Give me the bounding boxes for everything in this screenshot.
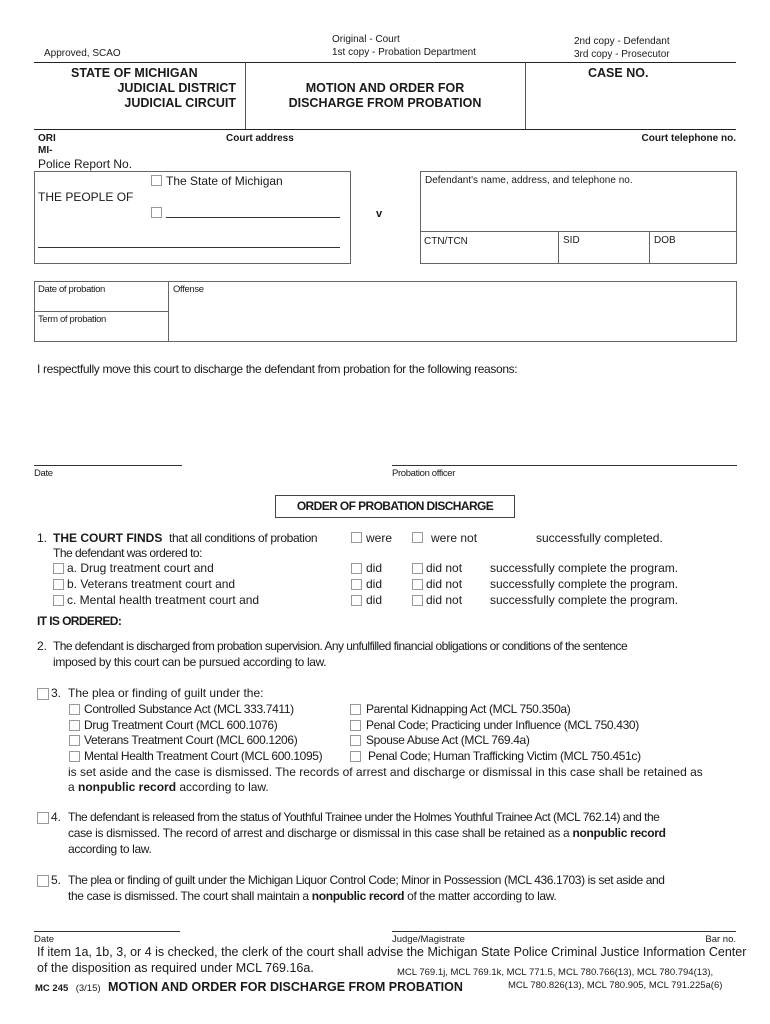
- item3-number: 3.: [51, 686, 62, 700]
- controlled-substance-checkbox[interactable]: [69, 704, 80, 715]
- ctn-label: CTN/TCN: [424, 236, 468, 247]
- item1b-did-checkbox[interactable]: [351, 579, 362, 590]
- approved-label: Approved, SCAO: [44, 48, 121, 59]
- drug-treatment-court-checkbox[interactable]: [69, 720, 80, 731]
- order-heading: ORDER OF PROBATION DISCHARGE: [296, 499, 494, 513]
- item4-line3: according to law.: [68, 842, 152, 856]
- item2-line2: imposed by this court can be pursued according to law.: [53, 655, 327, 669]
- sid-label: SID: [563, 235, 580, 246]
- form-title-line2: DISCHARGE FROM PROBATION: [288, 96, 482, 110]
- veterans-treatment-court-label: Veterans Treatment Court (MCL 600.1206): [84, 733, 298, 747]
- judge-signature-line: [392, 931, 736, 932]
- item3-line2-post: according to law.: [176, 780, 269, 794]
- defendant-divider: [420, 231, 737, 232]
- header-divider-right: [525, 62, 526, 129]
- other-jurisdiction-checkbox[interactable]: [151, 207, 162, 218]
- motion-date-line: [34, 465, 182, 466]
- item3-line1: is set aside and the case is dismissed. The records of arrest and discharge or dismissal in this case shall be retained as: [68, 765, 703, 779]
- it-is-ordered-label: IT IS ORDERED:: [37, 614, 122, 628]
- practicing-under-influence-label: Penal Code; Practicing under Influence (MCL 750.430): [366, 718, 639, 732]
- item4-line2-pre: case is dismissed. The record of arrest and discharge or dismissal in this case shall be retained as a: [68, 826, 573, 840]
- term-of-probation-label: Term of probation: [38, 314, 106, 325]
- offense-label: Offense: [173, 284, 204, 295]
- item5-number: 5.: [51, 873, 62, 887]
- item5-checkbox[interactable]: [37, 875, 49, 887]
- header-divider-left: [245, 62, 246, 129]
- plaintiff-extra-line: [38, 247, 340, 248]
- controlled-substance-label: Controlled Substance Act (MCL 333.7411): [84, 702, 294, 716]
- copy-first: 1st copy - Probation Department: [332, 47, 476, 58]
- item1a-did-not-label: did not: [426, 561, 463, 575]
- item1c-did-not-label: did not: [426, 593, 463, 607]
- item1a-result: successfully complete the program.: [490, 561, 679, 575]
- mental-health-court-checkbox[interactable]: [69, 751, 80, 762]
- clerk-notice-line1: If item 1a, 1b, 3, or 4 is checked, the clerk of the court shall advise the Michigan State Police Criminal Justice Information Center: [37, 945, 747, 959]
- human-trafficking-checkbox[interactable]: [350, 751, 361, 762]
- state-of-michigan-option: The State of Michigan: [166, 174, 283, 188]
- header-top-rule: [34, 62, 736, 63]
- item1c-label: c. Mental health treatment court and: [67, 593, 260, 607]
- probation-officer-line: [392, 465, 737, 466]
- item1a-did-checkbox[interactable]: [351, 563, 362, 574]
- item1a-checkbox[interactable]: [53, 563, 64, 574]
- probation-officer-label: Probation officer: [392, 468, 456, 479]
- state-of-michigan-checkbox[interactable]: [151, 175, 162, 186]
- parental-kidnapping-checkbox[interactable]: [350, 704, 361, 715]
- court-address-label: Court address: [226, 133, 294, 144]
- item5-nonpublic-record: nonpublic record: [311, 889, 405, 903]
- mcl-line2: MCL 780.826(13), MCL 780.905, MCL 791.225a(6): [508, 980, 723, 991]
- item4-nonpublic-record: nonpublic record: [572, 826, 666, 840]
- were-not-checkbox[interactable]: [412, 532, 423, 543]
- item2-number: 2.: [37, 639, 48, 653]
- order-date-line: [34, 931, 180, 932]
- item1c-did-label: did: [366, 593, 383, 607]
- item2-line1: The defendant is discharged from probation supervision. Any unfulfilled financial obligations or conditions of the sentence: [53, 639, 628, 653]
- copy-third: 3rd copy - Prosecutor: [574, 49, 670, 60]
- court-telephone-label: Court telephone no.: [641, 133, 736, 144]
- form-footer-id: [35, 978, 463, 996]
- item1b-did-not-label: did not: [426, 577, 463, 591]
- item1b-did-not-checkbox[interactable]: [412, 579, 423, 590]
- bar-no-label: Bar no.: [705, 934, 736, 945]
- case-no-input[interactable]: [540, 84, 730, 122]
- veterans-treatment-court-checkbox[interactable]: [69, 735, 80, 746]
- item1c-did-not-checkbox[interactable]: [412, 595, 423, 606]
- people-of-label: THE PEOPLE OF: [38, 190, 134, 204]
- item1b-did-label: did: [366, 577, 383, 591]
- other-jurisdiction-line: [166, 217, 340, 218]
- date-of-probation-label: Date of probation: [38, 284, 105, 295]
- item1a-did-label: did: [366, 561, 383, 575]
- item3-intro: The plea or finding of guilt under the:: [68, 686, 264, 700]
- spouse-abuse-label: Spouse Abuse Act (MCL 769.4a): [366, 733, 530, 747]
- item1b-checkbox[interactable]: [53, 579, 64, 590]
- item3-line2-pre: a: [68, 780, 79, 794]
- court-finds-label: THE COURT FINDS: [53, 531, 163, 545]
- dob-label: DOB: [654, 235, 676, 246]
- copy-original: Original - Court: [332, 34, 400, 45]
- item1c-result: successfully complete the program.: [490, 593, 679, 607]
- ori-label: ORI: [38, 133, 56, 144]
- completed-label: successfully completed.: [536, 531, 663, 545]
- spouse-abuse-checkbox[interactable]: [350, 735, 361, 746]
- probation-col-divider: [168, 281, 169, 342]
- judicial-circuit: JUDICIAL CIRCUIT: [124, 96, 236, 110]
- judicial-district: JUDICIAL DISTRICT: [117, 81, 236, 95]
- item4-line2: [68, 826, 666, 840]
- practicing-under-influence-checkbox[interactable]: [350, 720, 361, 731]
- header-bottom-rule: [34, 129, 736, 130]
- mcl-line1: MCL 769.1j, MCL 769.1k, MCL 771.5, MCL 780.766(13), MCL 780.794(13),: [397, 967, 714, 978]
- sid-divider: [558, 231, 559, 264]
- item1c-checkbox[interactable]: [53, 595, 64, 606]
- were-not-label: were not: [431, 531, 478, 545]
- form-title-line1: MOTION AND ORDER FOR: [305, 81, 465, 95]
- motion-reasons-area[interactable]: [37, 380, 737, 460]
- probation-row-divider: [34, 311, 168, 312]
- item3-checkbox[interactable]: [37, 688, 49, 700]
- item3-line2: [68, 780, 269, 794]
- police-report-label: Police Report No.: [38, 157, 133, 171]
- were-label: were: [366, 531, 393, 545]
- item4-checkbox[interactable]: [37, 812, 49, 824]
- mi-label: MI-: [38, 145, 53, 156]
- order-date-label: Date: [34, 934, 55, 945]
- item1-text: that all conditions of probation: [169, 531, 318, 545]
- were-checkbox[interactable]: [351, 532, 362, 543]
- nonpublic-record-label: nonpublic record: [78, 780, 177, 794]
- item5-line2-pre: the case is dismissed. The court shall maintain a: [68, 889, 312, 903]
- item4-line1: The defendant is released from the status of Youthful Trainee under the Holmes Youthful Trainee Act (MCL 762.14) and the: [68, 810, 660, 824]
- ordered-to-label: The defendant was ordered to:: [53, 546, 202, 560]
- other-jurisdiction-input[interactable]: [166, 203, 340, 217]
- item5-line1: The plea or finding of guilt under the Michigan Liquor Control Code; Minor in Possession (MCL 436.1703) is set aside and: [68, 873, 665, 887]
- item1b-label: b. Veterans treatment court and: [67, 577, 236, 591]
- footer-form-title: MOTION AND ORDER FOR DISCHARGE FROM PROBATION: [108, 980, 463, 994]
- drug-treatment-court-label: Drug Treatment Court (MCL 600.1076): [84, 718, 278, 732]
- copy-second: 2nd copy - Defendant: [574, 36, 670, 47]
- versus-label: v: [376, 208, 383, 220]
- item1b-result: successfully complete the program.: [490, 577, 679, 591]
- form-revision-date: (3/15): [75, 983, 101, 994]
- mental-health-court-label: Mental Health Treatment Court (MCL 600.1095): [84, 749, 323, 763]
- human-trafficking-label: Penal Code; Human Trafficking Victim (MCL 750.451c): [368, 749, 641, 763]
- item1a-label: a. Drug treatment court and: [67, 561, 214, 575]
- item4-number: 4.: [51, 810, 62, 824]
- item5-line2-post: of the matter according to law.: [404, 889, 557, 903]
- defendant-label: Defendant's name, address, and telephone no.: [425, 175, 633, 186]
- form-number: MC 245: [35, 983, 69, 994]
- clerk-notice-line2: of the disposition as required under MCL 769.16a.: [37, 961, 314, 975]
- parental-kidnapping-label: Parental Kidnapping Act (MCL 750.350a): [366, 702, 571, 716]
- item1c-did-checkbox[interactable]: [351, 595, 362, 606]
- item1a-did-not-checkbox[interactable]: [412, 563, 423, 574]
- motion-date-label: Date: [34, 468, 53, 479]
- item1-number: 1.: [37, 531, 48, 545]
- motion-statement: I respectfully move this court to discharge the defendant from probation for the following reasons:: [37, 362, 518, 376]
- judge-label: Judge/Magistrate: [392, 934, 465, 945]
- case-no-label: CASE NO.: [588, 66, 649, 80]
- state-of-michigan: STATE OF MICHIGAN: [71, 66, 198, 80]
- item5-line2: [68, 889, 556, 903]
- dob-divider: [649, 231, 650, 264]
